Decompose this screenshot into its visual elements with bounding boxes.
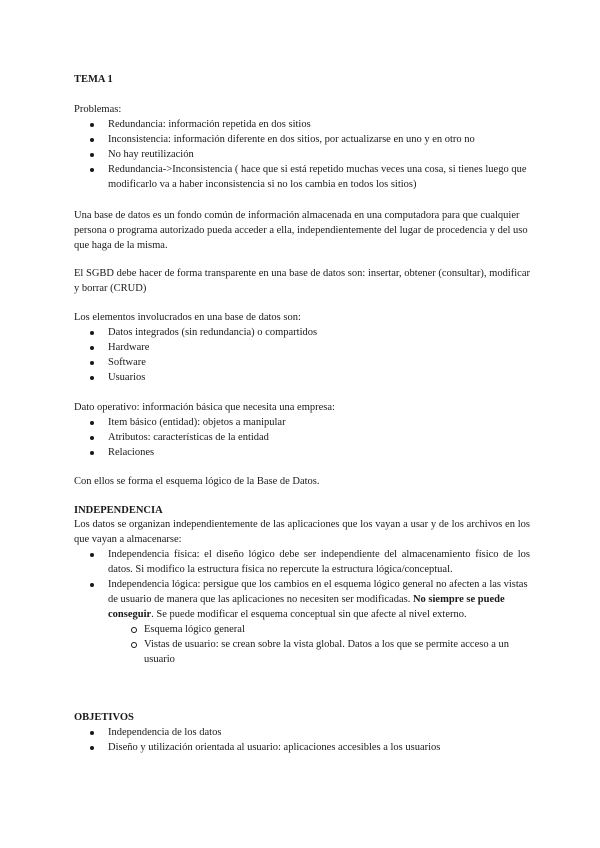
- list-item: Datos integrados (sin redundancia) o compartidos: [74, 325, 530, 340]
- bullet-icon: [90, 746, 94, 750]
- list-item: Software: [74, 355, 530, 370]
- list-item: Independencia de los datos: [74, 725, 530, 740]
- bullet-icon: [90, 123, 94, 127]
- bullet-icon: [90, 583, 94, 587]
- problemas-list: [74, 117, 530, 192]
- problemas-label: Problemas:: [74, 104, 122, 115]
- list-item: Vistas de usuario: se crean sobre la vista global. Datos a los que se permite acceso a un usuario: [108, 637, 530, 667]
- dato-operativo-list: [74, 415, 530, 460]
- bullet-icon: [90, 553, 94, 557]
- list-item: Independencia física: el diseño lógico debe ser independiente del almacenamiento físico de los datos. Si modifico la estructura física no repercute la estructura lógica/conceptual.: [74, 547, 530, 577]
- bullet-icon: [90, 331, 94, 335]
- independencia-heading: INDEPENDENCIA: [74, 505, 163, 516]
- objetivos-heading: OBJETIVOS: [74, 712, 134, 723]
- bullet-icon: [90, 436, 94, 440]
- sgbd-paragraph: El SGBD debe hacer de forma transparente en una base de datos son: insertar, obtener (consultar), modificar y borrar (CRUD): [74, 268, 530, 294]
- list-item: Esquema lógico general: [108, 622, 530, 637]
- elementos-list: [74, 325, 530, 385]
- bullet-icon: [90, 153, 94, 157]
- list-item: Redundancia: información repetida en dos sitios: [74, 117, 530, 132]
- list-item: Item básico (entidad): objetos a manipular: [74, 415, 530, 430]
- circle-bullet-icon: [131, 627, 137, 633]
- list-item: Hardware: [74, 340, 530, 355]
- bullet-icon: [90, 451, 94, 455]
- list-item: Relaciones: [74, 445, 530, 460]
- list-item: Diseño y utilización orientada al usuario: aplicaciones accesibles a los usuarios: [74, 740, 530, 755]
- bullet-icon: [90, 346, 94, 350]
- tema-title: TEMA 1: [74, 74, 113, 85]
- objetivos-list: [74, 725, 530, 755]
- list-item: Inconsistencia: información diferente en dos sitios, por actualizarse en uno y en otro no: [74, 132, 530, 147]
- esquema-sublist: [108, 622, 530, 667]
- list-item: No hay reutilización: [74, 147, 530, 162]
- bullet-icon: [90, 376, 94, 380]
- bullet-icon: [90, 138, 94, 142]
- elementos-label: Los elementos involucrados en una base de datos son:: [74, 312, 301, 323]
- list-item: Atributos: características de la entidad: [74, 430, 530, 445]
- definicion-paragraph: Una base de datos es un fondo común de información almacenada en una computadora para que cualquier persona o programa autorizado pueda acceder a ella, independientemente del lugar de procedencia y del uso que haga de la misma.: [74, 210, 528, 251]
- list-item: Redundancia->Inconsistencia ( hace que si está repetido muchas veces una cosa, si tienes luego que modificarlo va a haber inconsistencia si no los cambia en todos los sitios): [74, 162, 530, 192]
- bullet-icon: [90, 361, 94, 365]
- independencia-list: [74, 547, 530, 667]
- bullet-icon: [90, 731, 94, 735]
- dato-operativo-label: Dato operativo: información básica que necesita una empresa:: [74, 402, 335, 413]
- list-item: Usuarios: [74, 370, 530, 385]
- independencia-intro: Los datos se organizan independientemente de las aplicaciones que los vayan a usar y de los archivos en los que vayan a almacenarse:: [74, 519, 530, 545]
- bullet-icon: [90, 421, 94, 425]
- bullet-icon: [90, 168, 94, 172]
- circle-bullet-icon: [131, 642, 137, 648]
- esquema-logico-paragraph: Con ellos se forma el esquema lógico de la Base de Datos.: [74, 476, 320, 487]
- list-item: Independencia lógica: persigue que los cambios en el esquema lógico general no afecten a las vistas de usuario de manera que las aplicaciones no necesiten ser modificadas. No siempre se puede conseguir. Se puede modificar el esquema conceptual sin que afecte al nivel externo. Esquema lógico general Vistas de usuario: se crean sobre la vista global. Datos a los que se permite acceso a un usuario: [74, 577, 530, 667]
